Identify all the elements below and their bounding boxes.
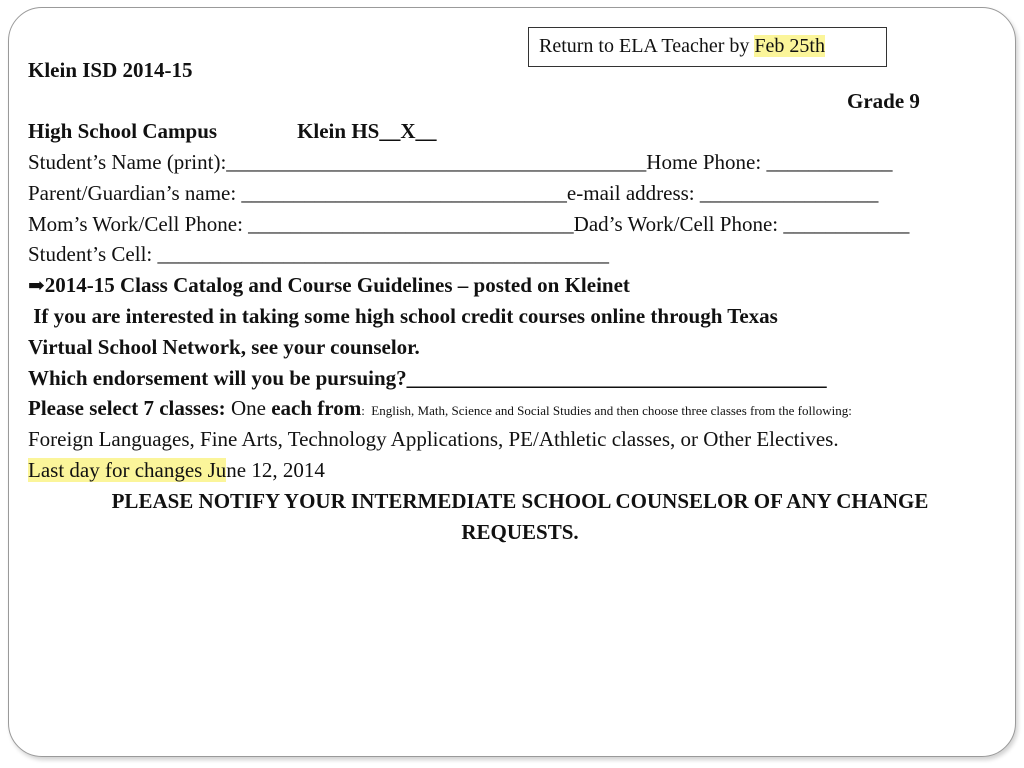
- notify-notice: [60, 486, 980, 548]
- last-day-highlight: Last day for changes Ju: [28, 458, 227, 482]
- return-notice-box: [528, 27, 887, 67]
- catalog-line: [28, 273, 630, 298]
- notify-line-2: REQUESTS.: [461, 520, 579, 544]
- arrow-right-icon: ➡: [28, 275, 45, 297]
- return-deadline: Feb 25th: [754, 35, 825, 57]
- select-classes-line: [28, 396, 852, 421]
- student-name-field[interactable]: Student’s Name (print):________________________________________Home Phone: ____________: [28, 150, 893, 174]
- select-plain-1: One: [225, 396, 272, 420]
- return-notice-text: Return to ELA Teacher by: [539, 35, 755, 57]
- parent-name-field[interactable]: Parent/Guardian’s name: _______________________________e-mail address: _________________: [28, 181, 879, 205]
- work-phone-field[interactable]: Mom’s Work/Cell Phone: _______________________________Dad’s Work/Cell Phone: ____________: [28, 212, 910, 236]
- notify-line-1: PLEASE NOTIFY YOUR INTERMEDIATE SCHOOL COUNSELOR OF ANY CHANGE: [111, 489, 929, 513]
- last-day-rest: ne 12, 2014: [226, 458, 325, 482]
- catalog-text: 2014-15 Class Catalog and Course Guidelines – posted on Kleinet: [44, 273, 630, 297]
- last-day-line: [28, 458, 325, 483]
- online-line-2: Virtual School Network, see your counselor.: [28, 335, 420, 359]
- campus-label: High School Campus: [28, 119, 218, 143]
- grade-label: Grade 9: [847, 89, 920, 113]
- select-small: : English, Math, Science and Social Studies and then choose three classes from the following:: [361, 403, 852, 418]
- campus-line: [28, 119, 437, 144]
- district-title: Klein ISD 2014-15: [28, 58, 193, 82]
- select-bold-2: each from: [271, 396, 362, 420]
- campus-value: Klein HS__X__: [297, 119, 437, 143]
- online-line-1: If you are interested in taking some high school credit courses online through Texas: [28, 304, 778, 328]
- options-line: Foreign Languages, Fine Arts, Technology Applications, PE/Athletic classes, or Other Electives.: [28, 427, 839, 451]
- student-cell-field[interactable]: Student’s Cell: ___________________________________________: [28, 242, 610, 266]
- select-bold-1: Please select 7 classes:: [28, 396, 226, 420]
- endorsement-field[interactable]: Which endorsement will you be pursuing?________________________________________: [28, 366, 827, 390]
